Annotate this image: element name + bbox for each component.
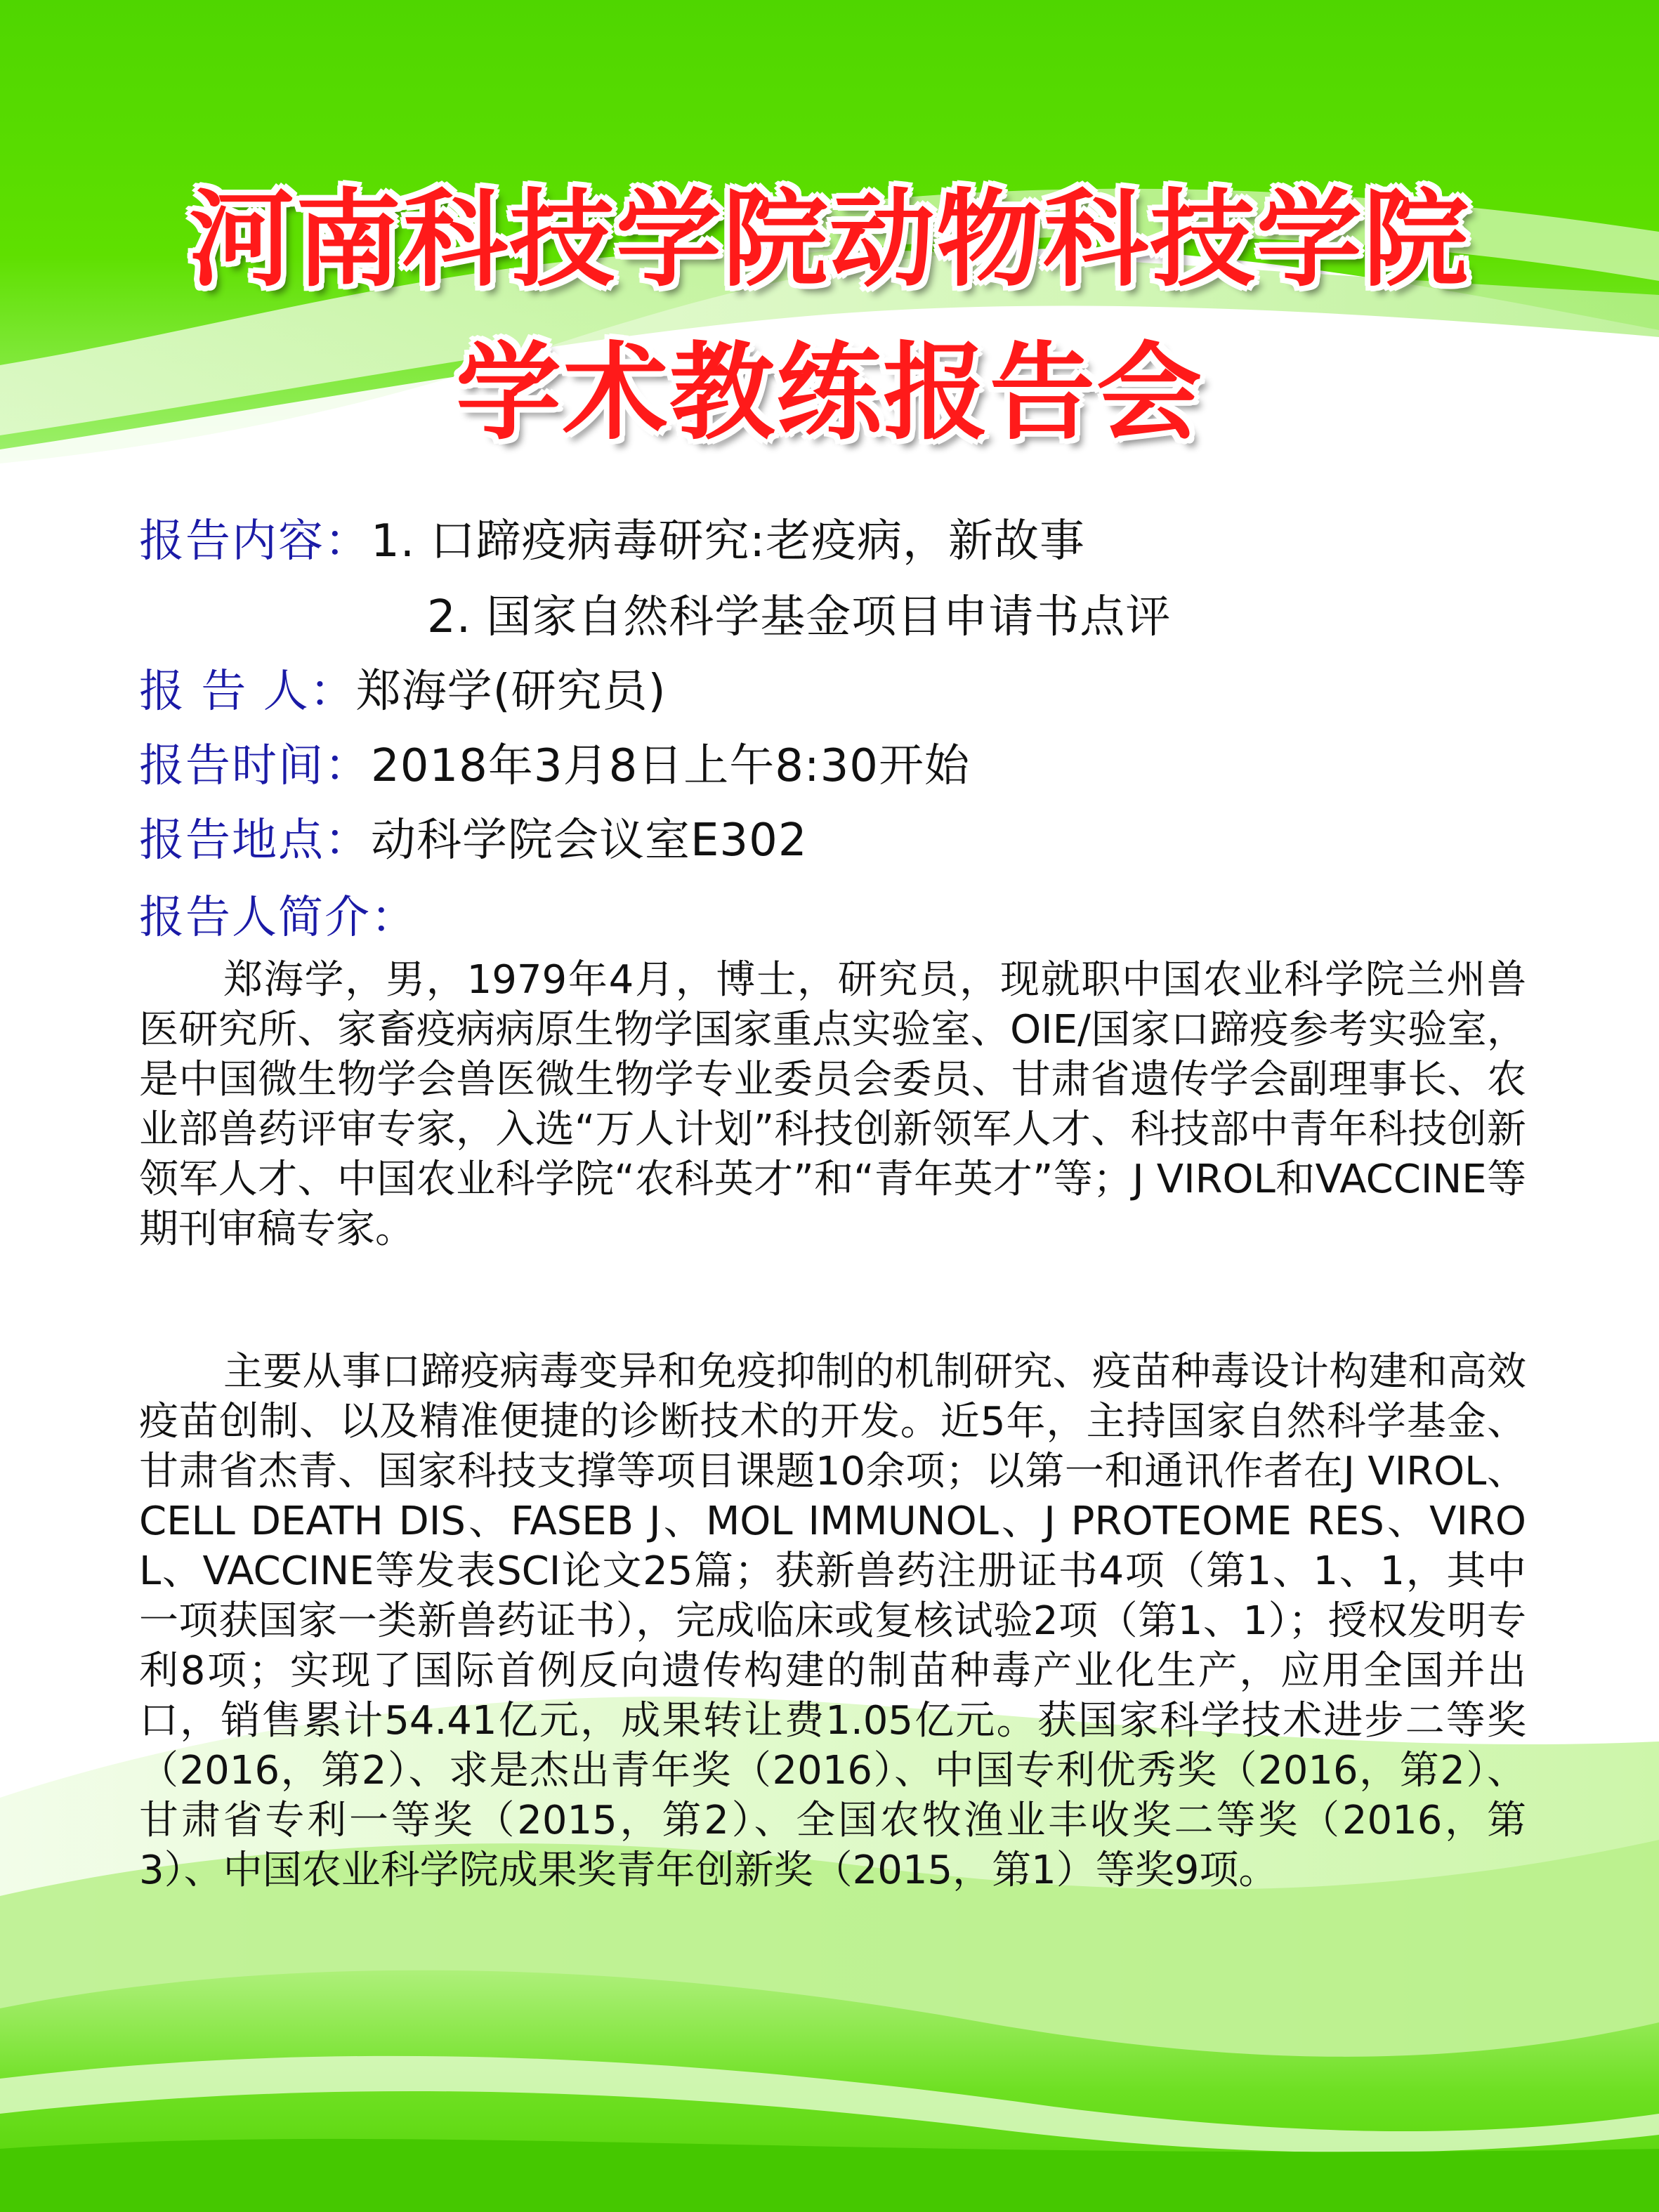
- report-content-row-2: [427, 581, 1171, 645]
- time-label: 报告时间：: [139, 740, 371, 792]
- report-content-row: [139, 506, 1085, 569]
- place-row: [139, 805, 808, 868]
- report-content-label: 报告内容：: [139, 515, 371, 567]
- bio-paragraph-1: 郑海学，男，1979年4月，博士，研究员，现就职中国农业科学院兰州兽医研究所、家畜疫病病原生物学国家重点实验室、OIE/国家口蹄疫参考实验室，是中国微生物学会兽医微生物学专业委员会委员、甘肃省遗传学会副理事长、农业部兽药评审专家，入选“万人计划”科技创新领军人才、科技部中青年科技创新领军人才、中国农业科学院“农科英才”和“青年英才”等；J VIROL和VACCINE等期刊审稿专家。: [139, 957, 1526, 1252]
- bio-heading: 报告人简介：: [139, 892, 417, 944]
- page-title-line2: 学术教练报告会: [455, 332, 1203, 454]
- speaker-label: 报 告 人：: [139, 666, 356, 718]
- place-value: 动科学院会议室E302: [371, 815, 808, 867]
- time-value: 2018年3月8日上午8:30开始: [371, 740, 971, 792]
- bio-paragraph-2: 主要从事口蹄疫病毒变异和免疫抑制的机制研究、疫苗种毒设计构建和高效疫苗创制、以及精准便捷的诊断技术的开发。近5年，主持国家自然科学基金、甘肃省杰青、国家科技支撑等项目课题10余项；以第一和通讯作者在J VIROL、CELL DEATH DIS、FASEB J、MOL IMMUNOL、J PROTEOME RES、VIROL、VACCINE等发表SCI论文25篇；获新兽药注册证书4项（第1、1、1，其中一项获国家一类新兽药证书），完成临床或复核试验2项（第1、1）；授权发明专利8项；实现了国际首例反向遗传构建的制苗种毒产业化生产，应用全国并出口，销售累计54.41亿元，成果转让费1.05亿元。获国家科学技术进步二等奖（2016，第2）、求是杰出青年奖（2016）、中国专利优秀奖（2016，第2）、甘肃省专利一等奖（2015，第2）、全国农牧渔业丰收奖二等奖（2016，第3）、中国农业科学院成果奖青年创新奖（2015，第1）等奖9项。: [139, 1349, 1526, 1893]
- speaker-row: [139, 656, 667, 719]
- report-content-item-1: 1. 口蹄疫病毒研究:老疫病，新故事: [371, 515, 1085, 567]
- time-row: [139, 730, 970, 794]
- place-label: 报告地点：: [139, 815, 371, 867]
- report-content-item-2: 2. 国家自然科学基金项目申请书点评: [427, 591, 1172, 643]
- speaker-value: 郑海学(研究员): [355, 666, 667, 718]
- page-title-line1: 河南科技学院动物科技学院: [188, 179, 1470, 301]
- bio-heading-row: [139, 882, 417, 945]
